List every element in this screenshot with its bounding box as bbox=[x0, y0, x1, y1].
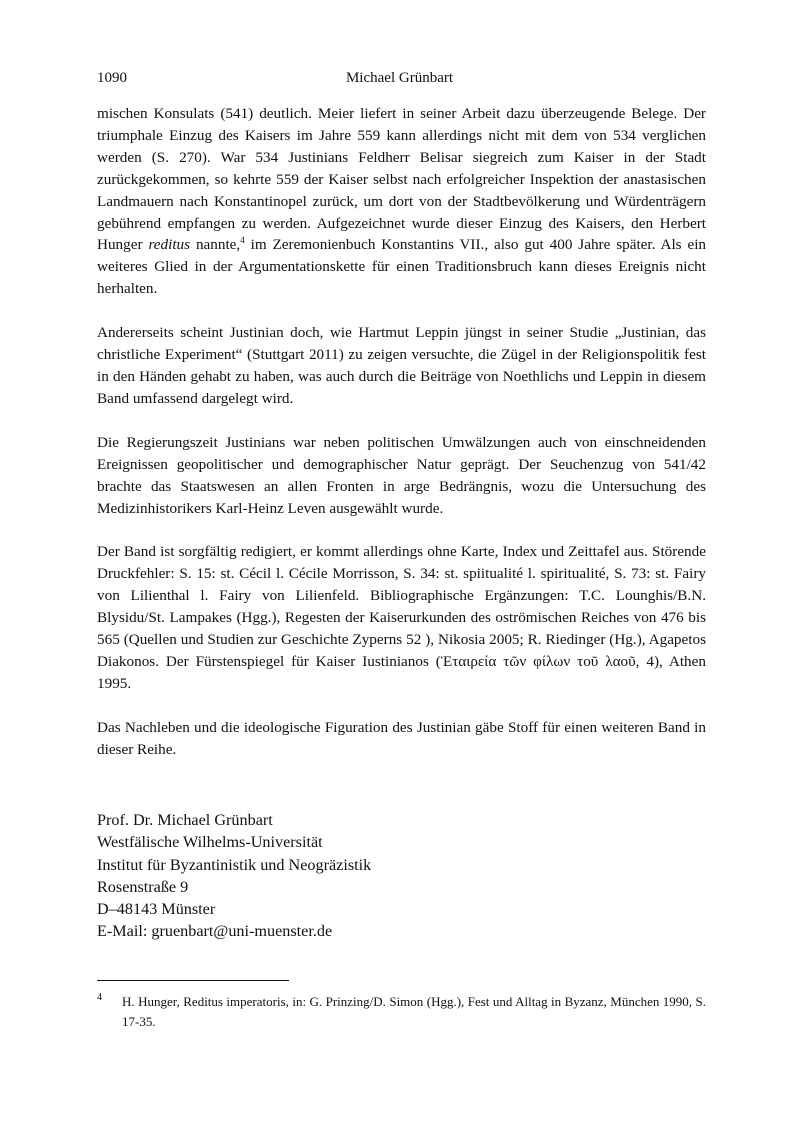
paragraph-4: Der Band ist sorgfältig redigiert, er kommt allerdings ohne Karte, Index und Zeittafel aus. Störende Druckfehler: S. 15: st. Cécil l. Cécile Morrisson, S. 34: st. spiitualité l. spiritualité, S. 73: st. Fairy von Lilienthal l. Fairy von Lilienfeld. Bibliographische Ergänzungen: T.C. Lounghis/B.N. Blysidu/St. Lampakes (Hgg.), Regesten der Kaiserurkunden des oströmischen Reiches von 476 bis 565 (Quellen und Studien zur Geschichte Zyperns 52 ), Nikosia 2005; R. Riedinger (Hg.), Agapetos Diakonos. Der Fürstenspiegel für Kaiser Iustinianos (Ἑταιρεία τῶν φίλων τοῦ λαοῦ, 4), Athen 1995. bbox=[97, 543, 706, 692]
body-text bbox=[97, 103, 706, 783]
address-street: Rosenstraße 9 bbox=[97, 877, 189, 896]
paragraph-5: Das Nachleben und die ideologische Figuration des Justinian gäbe Stoff für einen weiteren Band in dieser Reihe. bbox=[97, 718, 706, 758]
paragraph-1-text-a: mischen Konsulats (541) deutlich. Meier liefert in seiner Arbeit dazu überzeugende Belege. Der triumphale Einzug des Kaisers im Jahre 559 kann allerdings nicht mit dem von 534 verglichen werden (S. 270). War 534 Justinians Feldherr Belisar siegreich zum Kaiser in der Stadt zurückgekommen, so kehrte 559 der Kaiser selbst nach erfolgreicher Inspektion der anastasischen Landmauern nach Konstantinopel zurück, um dort von der Stadtbevölkerung und Würdenträgern gebührend empfangen zu werden. Aufgezeichnet wurde dieser Einzug des Kaisers, den Herbert Hunger bbox=[97, 105, 706, 254]
page-number: 1090 bbox=[97, 70, 127, 86]
address-institute: Institut für Byzantinistik und Neogräzistik bbox=[97, 855, 372, 874]
footnote-text: H. Hunger, Reditus imperatoris, in: G. Prinzing/D. Simon (Hgg.), Fest und Alltag in Byzanz, München 1990, S. 17-35. bbox=[122, 994, 706, 1029]
address-city: D–48143 Münster bbox=[97, 900, 216, 919]
address-university: Westfälische Wilhelms-Universität bbox=[97, 833, 323, 852]
paragraph-1-text-c: im Zeremonienbuch Konstantins VII., also gut 400 Jahre später. Als ein weiteres Glied in der Argumentationskette für einen Traditionsbruch kann dieses Ereignis nicht herhalten. bbox=[97, 236, 707, 298]
footnote-number: 4 bbox=[97, 992, 102, 1003]
paragraph-3: Die Regierungszeit Justinians war neben politischen Umwälzungen auch von einschneidenden Ereignissen geopolitischer und demographischer Natur geprägt. Der Seuchenzug von 541/42 brachte das Staatswesen an allen Fronten in arge Bedrängnis, wozu die Untersuchung des Medizinhistorikers Karl-Heinz Leven ausgewählt wurde. bbox=[97, 433, 706, 517]
footnote-divider bbox=[97, 980, 289, 981]
address-name: Prof. Dr. Michael Grünbart bbox=[97, 811, 273, 829]
footnote bbox=[97, 992, 706, 1032]
address-email: E-Mail: gruenbart@uni-muenster.de bbox=[97, 922, 333, 941]
paragraph-1 bbox=[97, 103, 706, 300]
author-address bbox=[97, 809, 371, 943]
running-head-author: Michael Grünbart bbox=[345, 70, 454, 86]
paragraph-2: Andererseits scheint Justinian doch, wie Hartmut Leppin jüngst in seiner Studie „Justinian, das christliche Experiment“ (Stuttgart 2011) zu zeigen versuchte, die Zügel in der Religionspolitik fest in den Händen gehabt zu haben, was auch durch die Beiträge von Noethlichs und Leppin in diesem Band umfassend dargelegt wird. bbox=[97, 324, 706, 407]
footnote-reference: 4 bbox=[240, 235, 245, 246]
reditus-term: reditus bbox=[148, 236, 191, 254]
paragraph-1-text-b: nannte, bbox=[190, 236, 241, 254]
